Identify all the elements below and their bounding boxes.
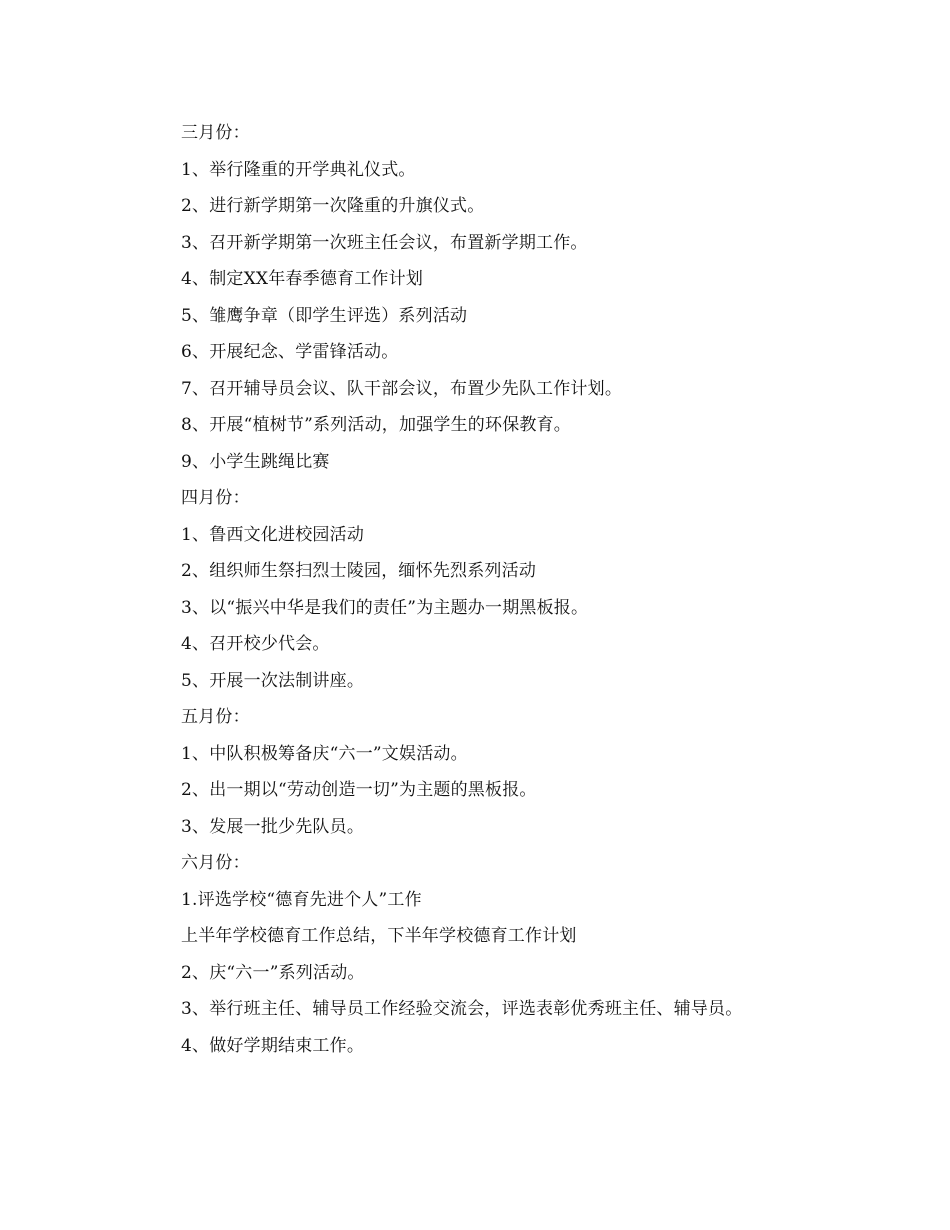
list-item: 3、以“振兴中华是我们的责任”为主题办一期黑板报。 xyxy=(181,597,589,618)
document-body xyxy=(181,115,901,1064)
list-item: 7、召开辅导员会议、队干部会议，布置少先队工作计划。 xyxy=(181,378,623,399)
list-item: 3、发展一批少先队员。 xyxy=(181,816,365,837)
month-heading-june: 六月份： xyxy=(181,853,250,873)
list-item: 8、开展“植树节”系列活动，加强学生的环保教育。 xyxy=(181,415,571,435)
list-item: 6、开展纪念、学雷锋活动。 xyxy=(181,342,399,362)
list-item: 2、庆“六一”系列活动。 xyxy=(181,962,365,983)
month-heading-april: 四月份： xyxy=(181,488,250,508)
list-item: 1、鲁西文化进校园活动 xyxy=(181,524,365,545)
list-item: 2、进行新学期第一次隆重的升旗仪式。 xyxy=(181,196,485,216)
list-item: 4、召开校少代会。 xyxy=(181,634,330,654)
month-heading-march: 三月份： xyxy=(181,123,250,143)
list-item: 1.评选学校“德育先进个人”工作 xyxy=(181,889,422,910)
list-item: 9、小学生跳绳比赛 xyxy=(181,451,330,472)
list-item: 5、开展一次法制讲座。 xyxy=(181,670,365,691)
list-item: 1、举行隆重的开学典礼仪式。 xyxy=(181,159,416,180)
list-item: 3、召开新学期第一次班主任会议，布置新学期工作。 xyxy=(181,232,588,253)
list-item: 上半年学校德育工作总结，下半年学校德育工作计划 xyxy=(181,926,577,946)
list-item: 4、制定XX年春季德育工作计划 xyxy=(181,269,424,289)
list-item: 2、出一期以“劳动创造一切”为主题的黑板报。 xyxy=(181,780,537,800)
list-item: 2、组织师生祭扫烈士陵园，缅怀先烈系列活动 xyxy=(181,561,537,581)
month-heading-may: 五月份： xyxy=(181,707,250,727)
list-item: 4、做好学期结束工作。 xyxy=(181,1035,365,1056)
list-item: 3、举行班主任、辅导员工作经验交流会，评选表彰优秀班主任、辅导员。 xyxy=(181,999,743,1019)
list-item: 1、中队积极筹备庆“六一”文娱活动。 xyxy=(181,743,468,764)
list-item: 5、雏鹰争章（即学生评选）系列活动 xyxy=(181,305,468,326)
